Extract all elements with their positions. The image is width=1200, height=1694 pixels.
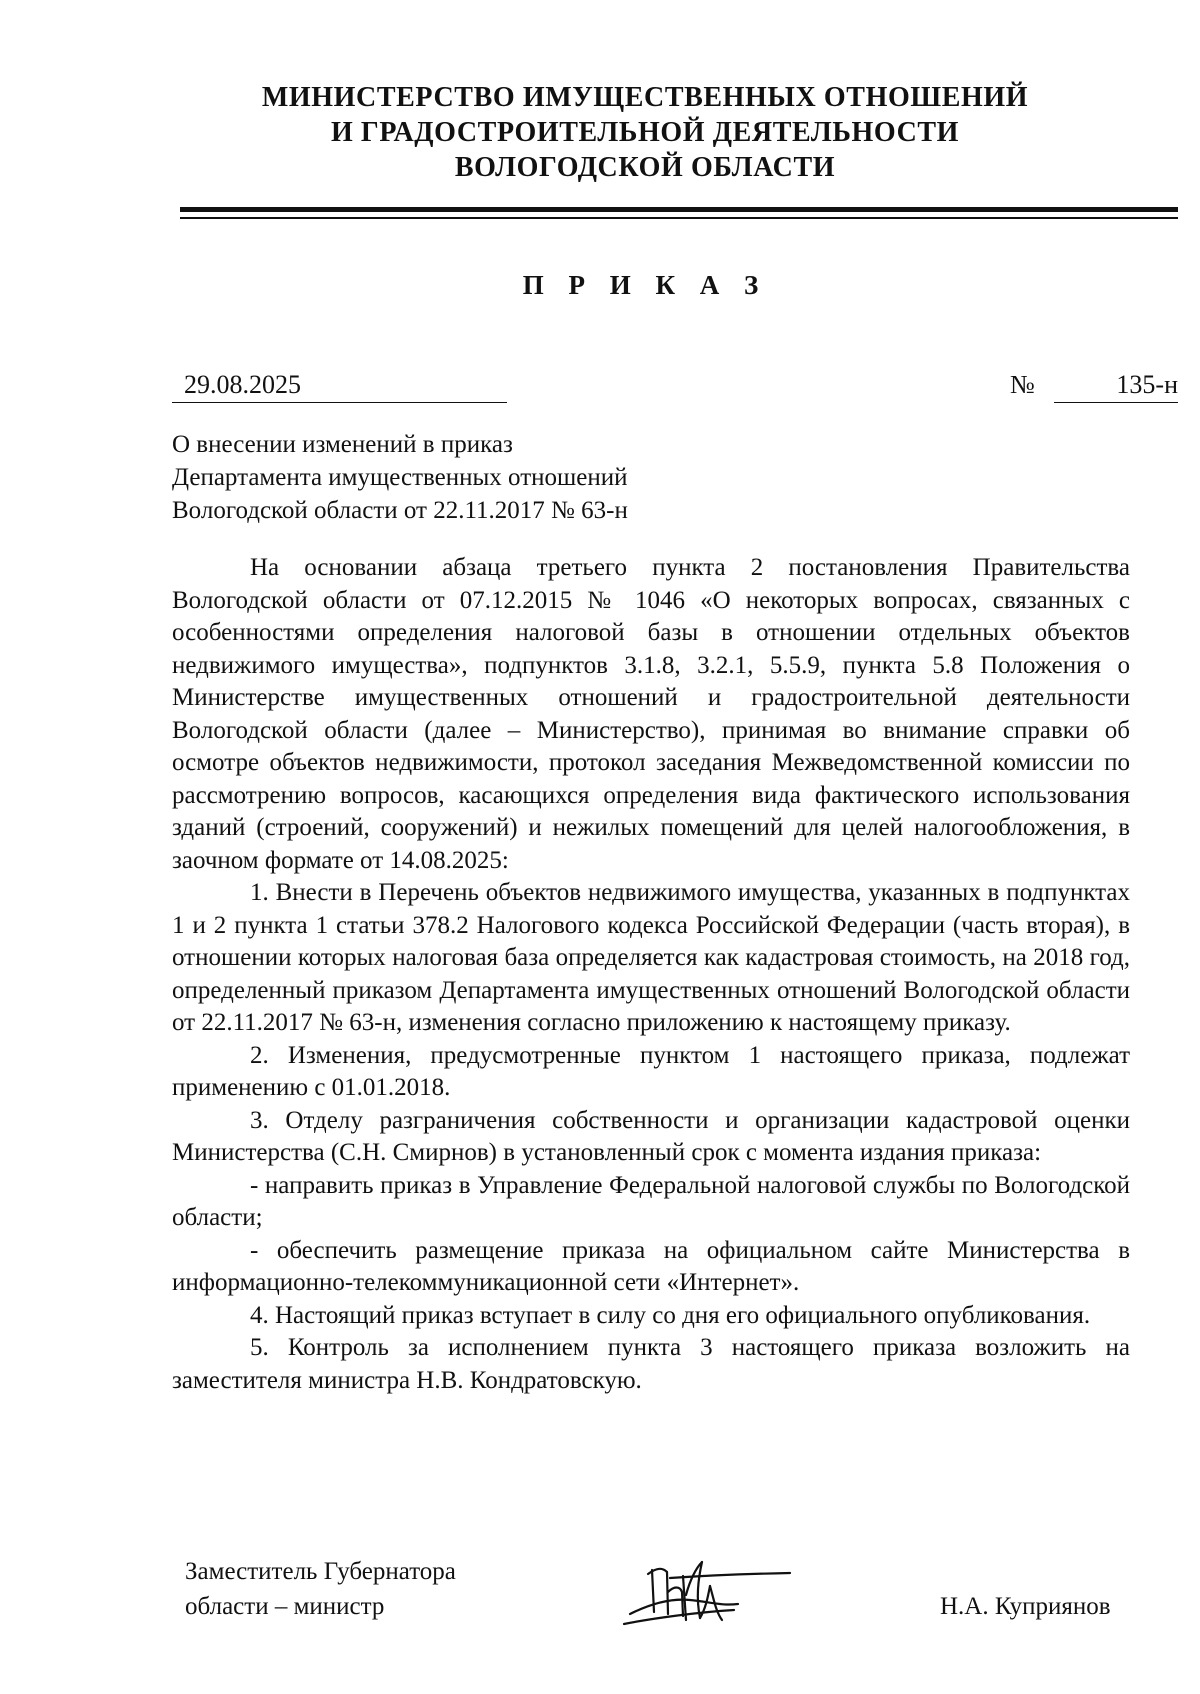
ministry-line-3: ВОЛОГОДСКОЙ ОБЛАСТИ bbox=[454, 152, 836, 183]
document-number: 135-н bbox=[1116, 370, 1178, 399]
signatory-position-line-2: области – министр bbox=[185, 1593, 385, 1620]
item-3-paragraph: 3. Отделу разграничения собственности и организации кадастровой оценки Министерства (С.Н. Смирнов) в установленный срок с момента издания приказа: bbox=[172, 1106, 1130, 1166]
signatory-position bbox=[185, 1554, 456, 1624]
item-5-paragraph: 5. Контроль за исполнением пункта 3 настоящего приказа возложить на заместителя министра Н.В. Кондратовскую. bbox=[172, 1334, 1130, 1394]
preamble-paragraph: На основании абзаца третьего пункта 2 постановления Правительства Вологодской области от 07.12.2015 № 1046 «О некоторых вопросах, связанных с особенностями определения налоговой базы в отношении отдельных объектов недвижимого имущества», подпунктов 3.1.8, 3.2.1, 5.5.9, пункта 5.8 Положения о Министерстве имущественных отношений и градостроительной деятельности Вологодской области (далее – Министерство), принимая во внимание справки об осмотре объектов недвижимости, протокол заседания Межведомственной комиссии по рассмотрению вопросов, касающихся определения вида фактического использования зданий (строений, сооружений) и нежилых помещений для целей налогообложения, в заочном формате от 14.08.2025: bbox=[172, 554, 1130, 874]
signatory-name: Н.А. Куприянов bbox=[940, 1593, 1111, 1620]
item-3-sub-2-paragraph: - обеспечить размещение приказа на официальном сайте Министерства в информационно-телекоммуникационной сети «Интернет». bbox=[172, 1236, 1130, 1296]
subject-line-1: О внесении изменений в приказ bbox=[172, 431, 513, 458]
item-4-paragraph: 4. Настоящий приказ вступает в силу со дня его официального опубликования. bbox=[250, 1301, 1091, 1329]
item-3-sub-1-paragraph: - направить приказ в Управление Федеральной налоговой службы по Вологодской области; bbox=[172, 1171, 1130, 1231]
ministry-line-2: И ГРАДОСТРОИТЕЛЬНОЙ ДЕЯТЕЛЬНОСТИ bbox=[330, 117, 960, 148]
item-2-paragraph: 2. Изменения, предусмотренные пунктом 1 настоящего приказа, подлежат применению с 01.01.2018. bbox=[172, 1041, 1130, 1101]
handwritten-signature bbox=[610, 1540, 810, 1640]
subject-line-2: Департамента имущественных отношений bbox=[172, 464, 628, 491]
document-date: 29.08.2025 bbox=[184, 370, 301, 399]
document-body bbox=[172, 552, 1130, 1397]
date-field bbox=[172, 368, 507, 403]
number-sign: № bbox=[1010, 370, 1035, 399]
document-type-title: П Р И К А З bbox=[522, 270, 768, 300]
document-subject bbox=[172, 428, 628, 527]
number-field bbox=[1054, 368, 1178, 403]
header-rule-thick bbox=[180, 207, 1178, 212]
signatory-position-line-1: Заместитель Губернатора bbox=[185, 1558, 456, 1585]
item-1-paragraph: 1. Внести в Перечень объектов недвижимого имущества, указанных в подпунктах 1 и 2 пункта 1 статьи 378.2 Налогового кодекса Российской Федерации (часть вторая), в отношении которых налоговая база определяется как кадастровая стоимость, на 2018 год, определенный приказом Департамента имущественных отношений Вологодской области от 22.11.2017 № 63-н, изменения согласно приложению к настоящему приказу. bbox=[172, 879, 1130, 1036]
ministry-line-1: МИНИСТЕРСТВО ИМУЩЕСТВЕННЫХ ОТНОШЕНИЙ bbox=[261, 82, 1029, 113]
header-rule-thin bbox=[180, 217, 1178, 219]
ministry-header bbox=[160, 80, 1130, 185]
subject-line-3: Вологодской области от 22.11.2017 № 63-н bbox=[172, 497, 628, 524]
